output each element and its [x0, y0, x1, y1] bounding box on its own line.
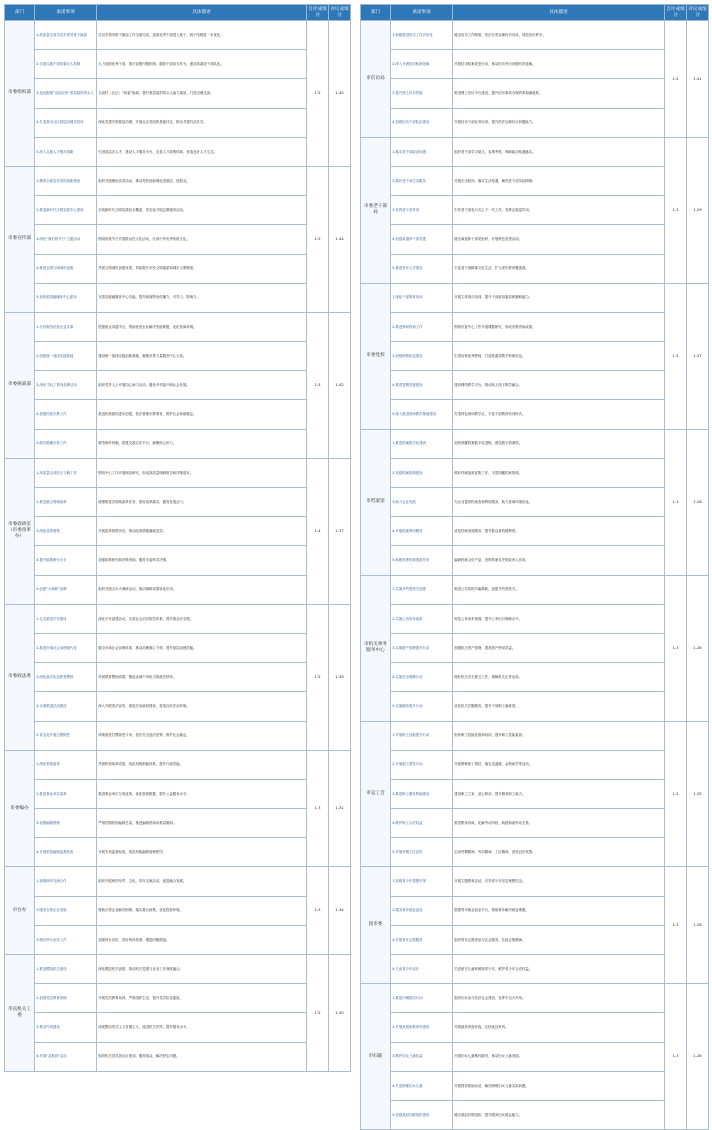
commitment-item: 3.加强编制管理 [35, 809, 97, 838]
table-row [5, 196, 351, 225]
review-score: 1.28 [687, 984, 709, 1130]
table-row [361, 867, 709, 896]
commitment-description: 深化模范机关创建，推动机关党建与业务工作深度融合。 [97, 955, 307, 984]
table-row [361, 955, 709, 984]
commitment-item: 4.提升政策研究水平 [35, 546, 97, 575]
table-row [5, 604, 351, 633]
commitment-description: 推进民族团结进步创建，依法管理宗教事务，维护社会和谐稳定。 [97, 400, 307, 429]
commitment-item: 3.深化改革督察 [35, 517, 97, 546]
table-row [361, 633, 709, 662]
right-header-row [361, 5, 709, 21]
commitment-item: 1.落实老干部政治待遇 [391, 137, 453, 166]
commitment-description: 完成村（社区）“两委”换届，提升基层组织带头人能力素质，打造过硬支部。 [97, 79, 307, 108]
commitment-item: 5.做好港澳台侨工作 [35, 429, 97, 458]
table-row [5, 429, 351, 458]
commitment-description: 优化机关后勤服务，提升干部职工满意度。 [453, 692, 665, 721]
commitment-item: 4.关爱困难妇女儿童 [391, 1071, 453, 1100]
commitment-item: 2.推进事业单位改革 [35, 779, 97, 808]
table-row [5, 137, 351, 166]
commitment-item: 4.加强信访干部队伍建设 [391, 108, 453, 137]
commitment-item: 4.开展“双报到”活动 [35, 1042, 97, 1071]
review-score: 1.37 [687, 283, 709, 429]
review-score: 1.28 [687, 429, 709, 575]
department-name: 市委政法委 [5, 604, 35, 750]
commitment-item: 1.精准全面宣传党的创新理论 [35, 166, 97, 195]
commitment-description: 开展信访积案攻坚行动，推动信访突出问题有效化解。 [453, 50, 665, 79]
commitment-item: 5.积极发挥档案资政作用 [391, 546, 453, 575]
department-name: 市委统战部 [5, 312, 35, 458]
commitment-item: 4.推进全国文明城市创建 [35, 254, 97, 283]
header-task: 承诺事项 [391, 5, 453, 21]
commitment-description: 持续整治形式主义官僚主义，改进机关作风，提升服务水平。 [97, 1013, 307, 1042]
department-name: 市委政研室（市委改革办） [5, 458, 35, 604]
commitment-description: 建设统一战线实践创新基地，凝聚各界力量服务中心大局。 [97, 342, 307, 371]
table-row [361, 546, 709, 575]
header-self-score: 自评成绩分 [665, 5, 687, 21]
table-row [361, 254, 709, 283]
commitment-item: 2.全面实施干部知事识人机制 [35, 50, 97, 79]
commitment-item: 2.推进科研咨询工作 [391, 312, 453, 341]
commitment-item: 1.积极推进信访工作法治化 [391, 21, 453, 50]
commitment-description: 开展主体班次培训，提升干部政治素质和履职能力。 [453, 283, 665, 312]
commitment-description: 做好机关安全保卫工作，保障机关正常运转。 [453, 663, 665, 692]
commitment-description: 联络海外侨胞，搭建交流合作平台，凝聚侨心侨力。 [97, 429, 307, 458]
table-row [5, 371, 351, 400]
commitment-description: 组织职工技能竞赛和培训，提升职工技能素质。 [453, 721, 665, 750]
commitment-description: 健全基层妇联组织，提升服务妇女群众能力。 [453, 1100, 665, 1129]
commitment-item: 3.深化“同心”系列品牌活动 [35, 371, 97, 400]
table-row [361, 575, 709, 604]
table-row [361, 458, 709, 487]
table-row [361, 604, 709, 633]
commitment-description: 围绕中心工作开展调查研究，形成高质量调研报告和决策建议。 [97, 458, 307, 487]
commitment-description: 开展改革督察评估，推动改革措施落地见效。 [97, 517, 307, 546]
commitment-item: 4.开展机构编制监督检查 [35, 838, 97, 867]
commitment-description: 开展党员教育培训，严格组织生活，提升党员队伍素质。 [97, 984, 307, 1013]
review-score: 1.37 [329, 458, 351, 604]
self-score: 1.5 [307, 604, 329, 750]
commitment-description: 加强政策研究和决策咨询，服务市委科学决策。 [97, 546, 307, 575]
commitment-description: 实现新时代文明实践站全覆盖，常态化开展志愿服务活动。 [97, 196, 307, 225]
table-row [5, 838, 351, 867]
left-header-row [5, 5, 351, 21]
table-row [5, 166, 351, 195]
commitment-description: 市县乡领导班子换届工作全面完成，选拔优秀干部进入班子，班子结构进一步优化。 [97, 21, 307, 50]
commitment-description: 丰富老干部精神文化生活，扩大老年教育覆盖面。 [453, 254, 665, 283]
self-score: 1.5 [307, 21, 329, 167]
table-row [361, 225, 709, 254]
commitment-description: 引进高层次人才，建设人才服务平台，完善人才政策体系，营造良好人才生态。 [97, 137, 307, 166]
commitment-item: 2.开展家庭家教家风建设 [391, 1013, 453, 1042]
table-row [361, 925, 709, 954]
commitment-description: 搭建青年就业创业平台，帮助青年解决就业难题。 [453, 896, 665, 925]
table-row [361, 342, 709, 371]
commitment-description: 加快馆藏档案数字化进程，建设数字档案馆。 [453, 429, 665, 458]
commitment-item: 1.办好服务民营企业实事 [35, 312, 97, 341]
table-row [361, 984, 709, 1013]
table-row [361, 779, 709, 808]
table-row [361, 750, 709, 779]
commitment-item: 1.深化机构改革 [35, 750, 97, 779]
commitment-item: 4.加强离退休干部党建 [391, 225, 453, 254]
commitment-description: 开展妇女儿童维权服务，推动妇女儿童发展。 [453, 1042, 665, 1071]
commitment-item: 5.深入推进现场教学基地建设 [391, 400, 453, 429]
commitment-description: 弘扬劳模精神、劳动精神、工匠精神，营造良好氛围。 [453, 838, 665, 867]
commitment-description: 加强涉台宣传，讲好两岸故事，增进同胞情谊。 [97, 925, 307, 954]
commitment-description: 巩固教育整顿成果，锻造忠诚干净担当的政法铁军。 [97, 663, 307, 692]
table-row [361, 50, 709, 79]
commitment-item: 3.助力企业发展 [391, 488, 453, 517]
commitment-description: 做好档案接收征集工作，丰富馆藏档案资源。 [453, 458, 665, 487]
table-row [5, 50, 351, 79]
table-row [361, 429, 709, 458]
commitment-item: 1.高质量完成市县乡领导班子换届 [35, 21, 97, 50]
department-name: 市委老干部局 [361, 137, 391, 283]
table-row [5, 546, 351, 575]
commitment-item: 2.推进新时代文明实践中心建设 [35, 196, 97, 225]
commitment-description: 巩固机构改革成果，优化机构职能体系，提升行政效能。 [97, 750, 307, 779]
commitment-item: 5.创建“大调研”品牌 [35, 575, 97, 604]
commitment-item: 2.服务台资企业发展 [35, 896, 97, 925]
commitment-item: 1.推进档案数字化建设 [391, 429, 453, 458]
commitment-description: 深入开展普法宣传，推进法治政府建设，营造良好法治环境。 [97, 692, 307, 721]
commitment-item: 5.推进老年大学建设 [391, 254, 453, 283]
table-row [5, 750, 351, 779]
commitment-item: 1.高质量完成综合文稿工作 [35, 458, 97, 487]
commitment-item: 5.开展劳模工匠宣传 [391, 838, 453, 867]
commitment-description: 开展信访干部业务培训，提升依法处理信访问题能力。 [453, 108, 665, 137]
table-row [5, 21, 351, 50]
commitment-description: 统筹推进各领域改革任务，抓好改革落实，激发发展活力。 [97, 488, 307, 517]
self-score: 1.4 [307, 458, 329, 604]
commitment-description: 围绕传统节日开展群众性文化活动，弘扬中华优秀传统文化。 [97, 225, 307, 254]
commitment-description: 健全信访工作制度，依法分类处理信访诉求，规范信访秩序。 [453, 21, 665, 50]
table-row [5, 809, 351, 838]
commitment-item: 1.扎实推进平安建设 [35, 604, 97, 633]
table-row [5, 925, 351, 954]
table-row [361, 809, 709, 838]
commitment-description: 开展最美家庭评选，弘扬优良家风。 [453, 1013, 665, 1042]
commitment-description: 完善县级融媒体中心功能，提升新闻舆论传播力、引导力、影响力。 [97, 283, 307, 312]
table-row [5, 867, 351, 896]
commitment-description: 开展专项监督检查，规范机构编制管理秩序。 [97, 838, 307, 867]
commitment-item: 2.开展职工帮扶行动 [391, 750, 453, 779]
table-row [5, 692, 351, 721]
commitment-item: 2.推进市域社会治理现代化 [35, 633, 97, 662]
review-score: 1.29 [687, 137, 709, 283]
commitment-item: 4.维护职工合法权益 [391, 809, 453, 838]
table-row [361, 1013, 709, 1042]
self-score: 1.3 [665, 429, 687, 575]
table-row [361, 108, 709, 137]
table-row [361, 400, 709, 429]
commitment-description: 引导老干部参与关心下一代工作，发挥正能量作用。 [453, 196, 665, 225]
commitment-description: 深化党建引领基层治理，开展社区党组织星级评定，推动共建共治共享。 [97, 108, 307, 137]
table-row [5, 896, 351, 925]
commitment-description: 健全离退休干部党组织，开展特色党建活动。 [453, 225, 665, 254]
table-row [361, 166, 709, 195]
table-row [5, 254, 351, 283]
table-row [361, 371, 709, 400]
commitment-description: 推进事业单位分类改革，优化资源配置，提升公益服务水平。 [97, 779, 307, 808]
self-score: 1.5 [307, 166, 329, 312]
table-row [361, 21, 709, 50]
commitment-description: 组织开展理论宣讲活动，推动党的创新理论进基层、进群众。 [97, 166, 307, 195]
department-name: 市机关事务服务中心 [361, 575, 391, 721]
commitment-description: 推进公共机构节能降耗，创建节约型机关。 [453, 575, 665, 604]
commitment-description: 大力选树优秀干部，推行容错纠错机制，激励干部担当作为，建设高素质干部队伍。 [97, 50, 307, 79]
table-row [361, 838, 709, 867]
self-score: 1.5 [307, 867, 329, 955]
department-name: 团市委 [361, 867, 391, 984]
table-row [5, 633, 351, 662]
table-row [5, 779, 351, 808]
table-row [5, 312, 351, 341]
commitment-description: 为企业提供档案查询利用服务，助力营商环境优化。 [453, 488, 665, 517]
header-self-score: 自评成绩分 [307, 5, 329, 21]
commitment-description: 开展主题教育活动，引导青少年坚定理想信念。 [453, 867, 665, 896]
table-row [5, 400, 351, 429]
commitment-description: 开展走访慰问，落实生活待遇，解决老干部实际困难。 [453, 166, 665, 195]
self-score: 1.5 [307, 955, 329, 1072]
commitment-description: 帮助台资企业解决困难，落实惠台政策，优化投资环境。 [97, 896, 307, 925]
commitment-item: 3.推进职工服务阵地建设 [391, 779, 453, 808]
table-row [361, 312, 709, 341]
commitment-description: 规范公务用车管理，提升公务出行保障水平。 [453, 604, 665, 633]
department-name: 市信访局 [361, 21, 391, 138]
review-score: 1.25 [687, 721, 709, 867]
commitment-description: 推进集体协商，化解劳动纠纷，构建和谐劳动关系。 [453, 809, 665, 838]
header-task: 承诺事项 [35, 5, 97, 21]
commitment-item: 3.做好涉台宣传工作 [35, 925, 97, 954]
table-row [5, 663, 351, 692]
self-score: 1.3 [665, 867, 687, 984]
self-score: 1.3 [665, 984, 687, 1130]
commitment-item: 1.开展职工技能提升行动 [391, 721, 453, 750]
table-row [361, 1042, 709, 1071]
commitment-description: 组织开展全市大调研活动，推动调研成果转化应用。 [97, 575, 307, 604]
commitment-item: 2.实施公务用车改革 [391, 604, 453, 633]
commitment-item: 3.维护妇女儿童权益 [391, 1042, 453, 1071]
commitment-item: 2.创建统一战线实践基地 [35, 342, 97, 371]
table-row [5, 108, 351, 137]
table-row [361, 692, 709, 721]
department-name: 市妇联 [361, 984, 391, 1130]
commitment-description: 搭建政企沟通平台，帮助民营企业解决发展难题，优化营商环境。 [97, 312, 307, 341]
review-score: 1.30 [329, 955, 351, 1072]
header-review-score: 评议成绩分 [329, 5, 351, 21]
table-row [361, 721, 709, 750]
table-row [5, 342, 351, 371]
commitment-item: 3.发挥老干部作用 [391, 196, 453, 225]
commitment-description: 组织妇女参与经济社会建设，发挥半边天作用。 [453, 984, 665, 1013]
table-row [361, 1071, 709, 1100]
self-score: 1.5 [665, 283, 687, 429]
commitment-item: 4.实施安全保障行动 [391, 663, 453, 692]
commitment-item: 3.加强师资队伍建设 [391, 342, 453, 371]
left-column [4, 4, 350, 1072]
page [4, 4, 708, 1117]
commitment-item: 5.加快推进融媒体中心建设 [35, 283, 97, 312]
self-score: 1.5 [307, 312, 329, 458]
commitment-item: 5.常态化开展扫黑除恶 [35, 721, 97, 750]
commitment-item: 2.加强档案资源建设 [391, 458, 453, 487]
commitment-description: 打造特色现场教学点，丰富干部教育培训形式。 [453, 400, 665, 429]
table-row [5, 517, 351, 546]
table-row [5, 955, 351, 984]
commitment-item: 3.开展青年志愿服务 [391, 925, 453, 954]
table-row [5, 1013, 351, 1042]
commitment-description: 持续推进扫黑除恶斗争，依法打击违法犯罪，维护社会稳定。 [97, 721, 307, 750]
table-row [361, 1100, 709, 1129]
commitment-item: 1.实施节约型机关创建 [391, 575, 453, 604]
commitment-description: 组织党外人士开展同心助力活动，服务乡村振兴和社会发展。 [97, 371, 307, 400]
table-row [361, 196, 709, 225]
commitment-item: 4.推进智慧党校建设 [391, 371, 453, 400]
commitment-item: 1.深化干部教育培训 [391, 283, 453, 312]
table-row [5, 283, 351, 312]
right-commitment-table [360, 4, 709, 1130]
header-review-score: 评议成绩分 [687, 5, 709, 21]
header-dept: 部门 [5, 5, 35, 21]
table-row [5, 225, 351, 254]
review-score: 1.39 [329, 604, 351, 750]
commitment-item: 1.加强青少年思想引领 [391, 867, 453, 896]
header-desc: 具体描述 [97, 5, 307, 21]
table-row [5, 458, 351, 487]
commitment-description: 关爱留守儿童和困境青少年，维护青少年合法权益。 [453, 955, 665, 984]
commitment-item: 5.加强基层妇联组织建设 [391, 1100, 453, 1129]
commitment-description: 围绕市委中心工作开展课题研究，形成决策咨询成果。 [453, 312, 665, 341]
commitment-description: 编研档案文化产品，发挥档案存史资政育人作用。 [453, 546, 665, 575]
department-name: 市委宣传部 [5, 166, 35, 312]
table-row [361, 488, 709, 517]
department-name: 市委编办 [5, 750, 35, 867]
commitment-item: 3.提升网上信访效能 [391, 79, 453, 108]
review-score: 1.34 [329, 867, 351, 955]
self-score: 1.3 [665, 575, 687, 721]
commitment-item: 3.深化“我们的节日”主题活动 [35, 225, 97, 254]
table-row [361, 896, 709, 925]
review-score: 1.44 [329, 166, 351, 312]
self-score: 1.2 [665, 721, 687, 867]
header-dept: 部门 [361, 5, 391, 21]
department-name: 市直机关工委 [5, 955, 35, 1072]
commitment-item: 5.深入实施人才强市战略 [35, 137, 97, 166]
table-row [5, 79, 351, 108]
header-desc: 具体描述 [453, 5, 665, 21]
commitment-item: 2.做好老干部生活服务 [391, 166, 453, 195]
table-row [5, 488, 351, 517]
commitment-description: 巩固文明城市创建成果，持续提升市民文明素质和城市文明程度。 [97, 254, 307, 283]
table-row [361, 137, 709, 166]
commitment-description: 引进培养优秀教师，打造高素质教学科研队伍。 [453, 342, 665, 371]
commitment-description: 开展困难职工帮扶，落实送温暖、金秋助学等活动。 [453, 750, 665, 779]
commitment-item: 2.加强党员教育管理 [35, 984, 97, 1013]
review-score: 1.41 [687, 21, 709, 138]
department-name: 市委组织部 [5, 21, 35, 167]
table-row [361, 517, 709, 546]
department-name: 市委党校 [361, 283, 391, 429]
commitment-description: 组织老干部学习阅文、参观考察，保障政治待遇落实。 [453, 137, 665, 166]
table-row [361, 663, 709, 692]
commitment-description: 建设职工之家、爱心驿站，提升服务职工能力。 [453, 779, 665, 808]
department-name: 市总工会 [361, 721, 391, 867]
commitment-description: 组织机关党员到社区报到，服务群众，解决民生问题。 [97, 1042, 307, 1071]
commitment-description: 严格控制机构编制总量，推进编制资源向基层倾斜。 [97, 809, 307, 838]
commitment-description: 推进网上信访平台建设，提升信访事项办理效率和满意度。 [453, 79, 665, 108]
commitment-item: 1.推进巾帼建功行动 [391, 984, 453, 1013]
department-name: 市档案馆 [361, 429, 391, 575]
table-row [5, 721, 351, 750]
department-name: 市台办 [5, 867, 35, 955]
commitment-item: 4.开展档案利用服务 [391, 517, 453, 546]
commitment-item: 4.打造我市社区基层治理共同体 [35, 108, 97, 137]
table-row [361, 79, 709, 108]
table-row [5, 575, 351, 604]
review-score: 1.28 [687, 575, 709, 721]
left-commitment-table [4, 4, 351, 1072]
commitment-item: 3.深化政法队伍教育整顿 [35, 663, 97, 692]
commitment-item: 1.加强两岸交流合作 [35, 867, 97, 896]
commitment-item: 3.选优配强“双创双争”基层组织带头人 [35, 79, 97, 108]
commitment-item: 2.服务青年就业创业 [391, 896, 453, 925]
self-score: 1.3 [665, 137, 687, 283]
commitment-description: 组织开展两岸经贸、文化、青年交流活动，促进融合发展。 [97, 867, 307, 896]
self-score: 1.3 [307, 750, 329, 867]
right-column [360, 4, 708, 1130]
table-row [361, 283, 709, 312]
commitment-description: 开展帮扶救助活动，解决困难妇女儿童实际问题。 [453, 1071, 665, 1100]
commitment-description: 组织青年志愿者参与社会服务，弘扬志愿精神。 [453, 925, 665, 954]
commitment-item: 2.推进重点领域改革 [35, 488, 97, 517]
table-row [5, 1042, 351, 1071]
review-score: 1.45 [329, 21, 351, 167]
commitment-item: 4.关爱青少年成长 [391, 955, 453, 984]
commitment-item: 3.实施资产管理提升行动 [391, 633, 453, 662]
commitment-description: 加强机关资产管理，提高资产使用效益。 [453, 633, 665, 662]
commitment-item: 3.推动作风建设 [35, 1013, 97, 1042]
review-score: 1.42 [329, 312, 351, 458]
commitment-description: 健全市域社会治理体系，推动治理重心下移，提升基层治理效能。 [97, 633, 307, 662]
review-score: 1.31 [329, 750, 351, 867]
commitment-description: 优化档案查阅服务，提升群众查档便利度。 [453, 517, 665, 546]
commitment-description: 建设网络教学平台，推动线上线下教学融合。 [453, 371, 665, 400]
self-score: 1.5 [665, 21, 687, 138]
commitment-item: 5.实施服务提升行动 [391, 692, 453, 721]
commitment-description: 深化平安创建活动，完善社会治安防控体系，提升群众安全感。 [97, 604, 307, 633]
commitment-item: 4.加强民族宗教工作 [35, 400, 97, 429]
commitment-item: 4.全面推进法治建设 [35, 692, 97, 721]
table-row [5, 984, 351, 1013]
commitment-item: 1.推进模范机关建设 [35, 955, 97, 984]
review-score: 1.28 [687, 867, 709, 984]
commitment-item: 2.深入开展信访积案化解 [391, 50, 453, 79]
